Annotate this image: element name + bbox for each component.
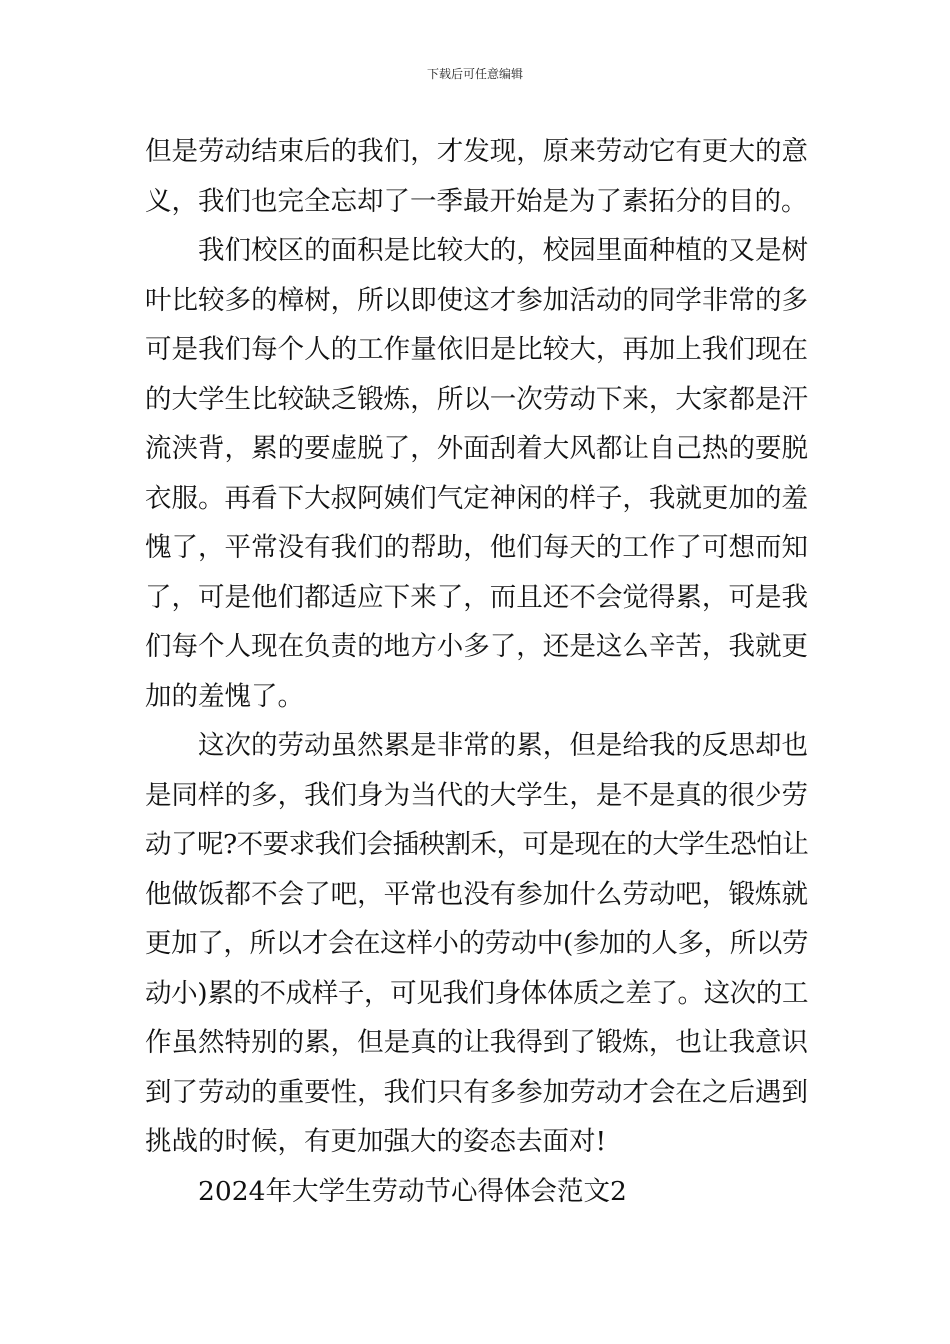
text-line: 动了呢?不要求我们会插秧割禾，可是现在的大学生恐怕让 <box>145 829 808 860</box>
text-line: 动小)累的不成样子，可见我们身体体质之差了。这次的工 <box>145 977 808 1009</box>
text-line: 这次的劳动虽然累是非常的累，但是给我的反思却也 <box>198 730 808 761</box>
paragraph <box>145 127 808 226</box>
document-body <box>145 127 808 1216</box>
text-line: 可是我们每个人的工作量依旧是比较大，再加上我们现在 <box>145 334 808 365</box>
text-line: 义，我们也完全忘却了一季最开始是为了素拓分的目的。 <box>145 185 808 217</box>
section-heading: 2024年大学生劳动节心得体会范文2 <box>198 1175 627 1207</box>
text-line: 更加了，所以才会在这样小的劳动中(参加的人多，所以劳 <box>145 928 808 959</box>
text-line: 愧了，平常没有我们的帮助，他们每天的工作了可想而知 <box>145 532 808 563</box>
text-line: 到了劳动的重要性，我们只有多参加劳动才会在之后遇到 <box>145 1076 808 1108</box>
text-line: 们每个人现在负责的地方小多了，还是这么辛苦，我就更 <box>145 631 808 662</box>
text-line: 衣服。再看下大叔阿姨们气定神闲的样子，我就更加的羞 <box>145 482 808 514</box>
text-line: 是同样的多，我们身为当代的大学生，是不是真的很少劳 <box>145 779 808 811</box>
text-line: 了，可是他们都适应下来了，而且还不会觉得累，可是我 <box>145 581 808 613</box>
text-line: 叶比较多的樟树，所以即使这才参加活动的同学非常的多 <box>145 284 808 316</box>
text-line: 加的羞愧了。 <box>145 680 304 712</box>
text-line: 挑战的时候，有更加强大的姿态去面对! <box>145 1126 607 1157</box>
text-line: 作虽然特别的累，但是真的让我得到了锻炼，也让我意识 <box>145 1027 808 1058</box>
text-line: 我们校区的面积是比较大的，校园里面种植的又是树 <box>198 235 808 266</box>
text-line: 他做饭都不会了吧，平常也没有参加什么劳动吧，锻炼就 <box>145 878 808 910</box>
page-header: 下载后可任意编辑 <box>426 67 523 81</box>
paragraph <box>145 721 808 1167</box>
paragraph <box>145 226 808 721</box>
text-line: 但是劳动结束后的我们，才发现，原来劳动它有更大的意 <box>145 136 808 167</box>
text-line: 流浃背，累的要虚脱了，外面刮着大风都让自己热的要脱 <box>145 433 808 464</box>
text-line: 的大学生比较缺乏锻炼，所以一次劳动下来，大家都是汗 <box>145 383 808 415</box>
